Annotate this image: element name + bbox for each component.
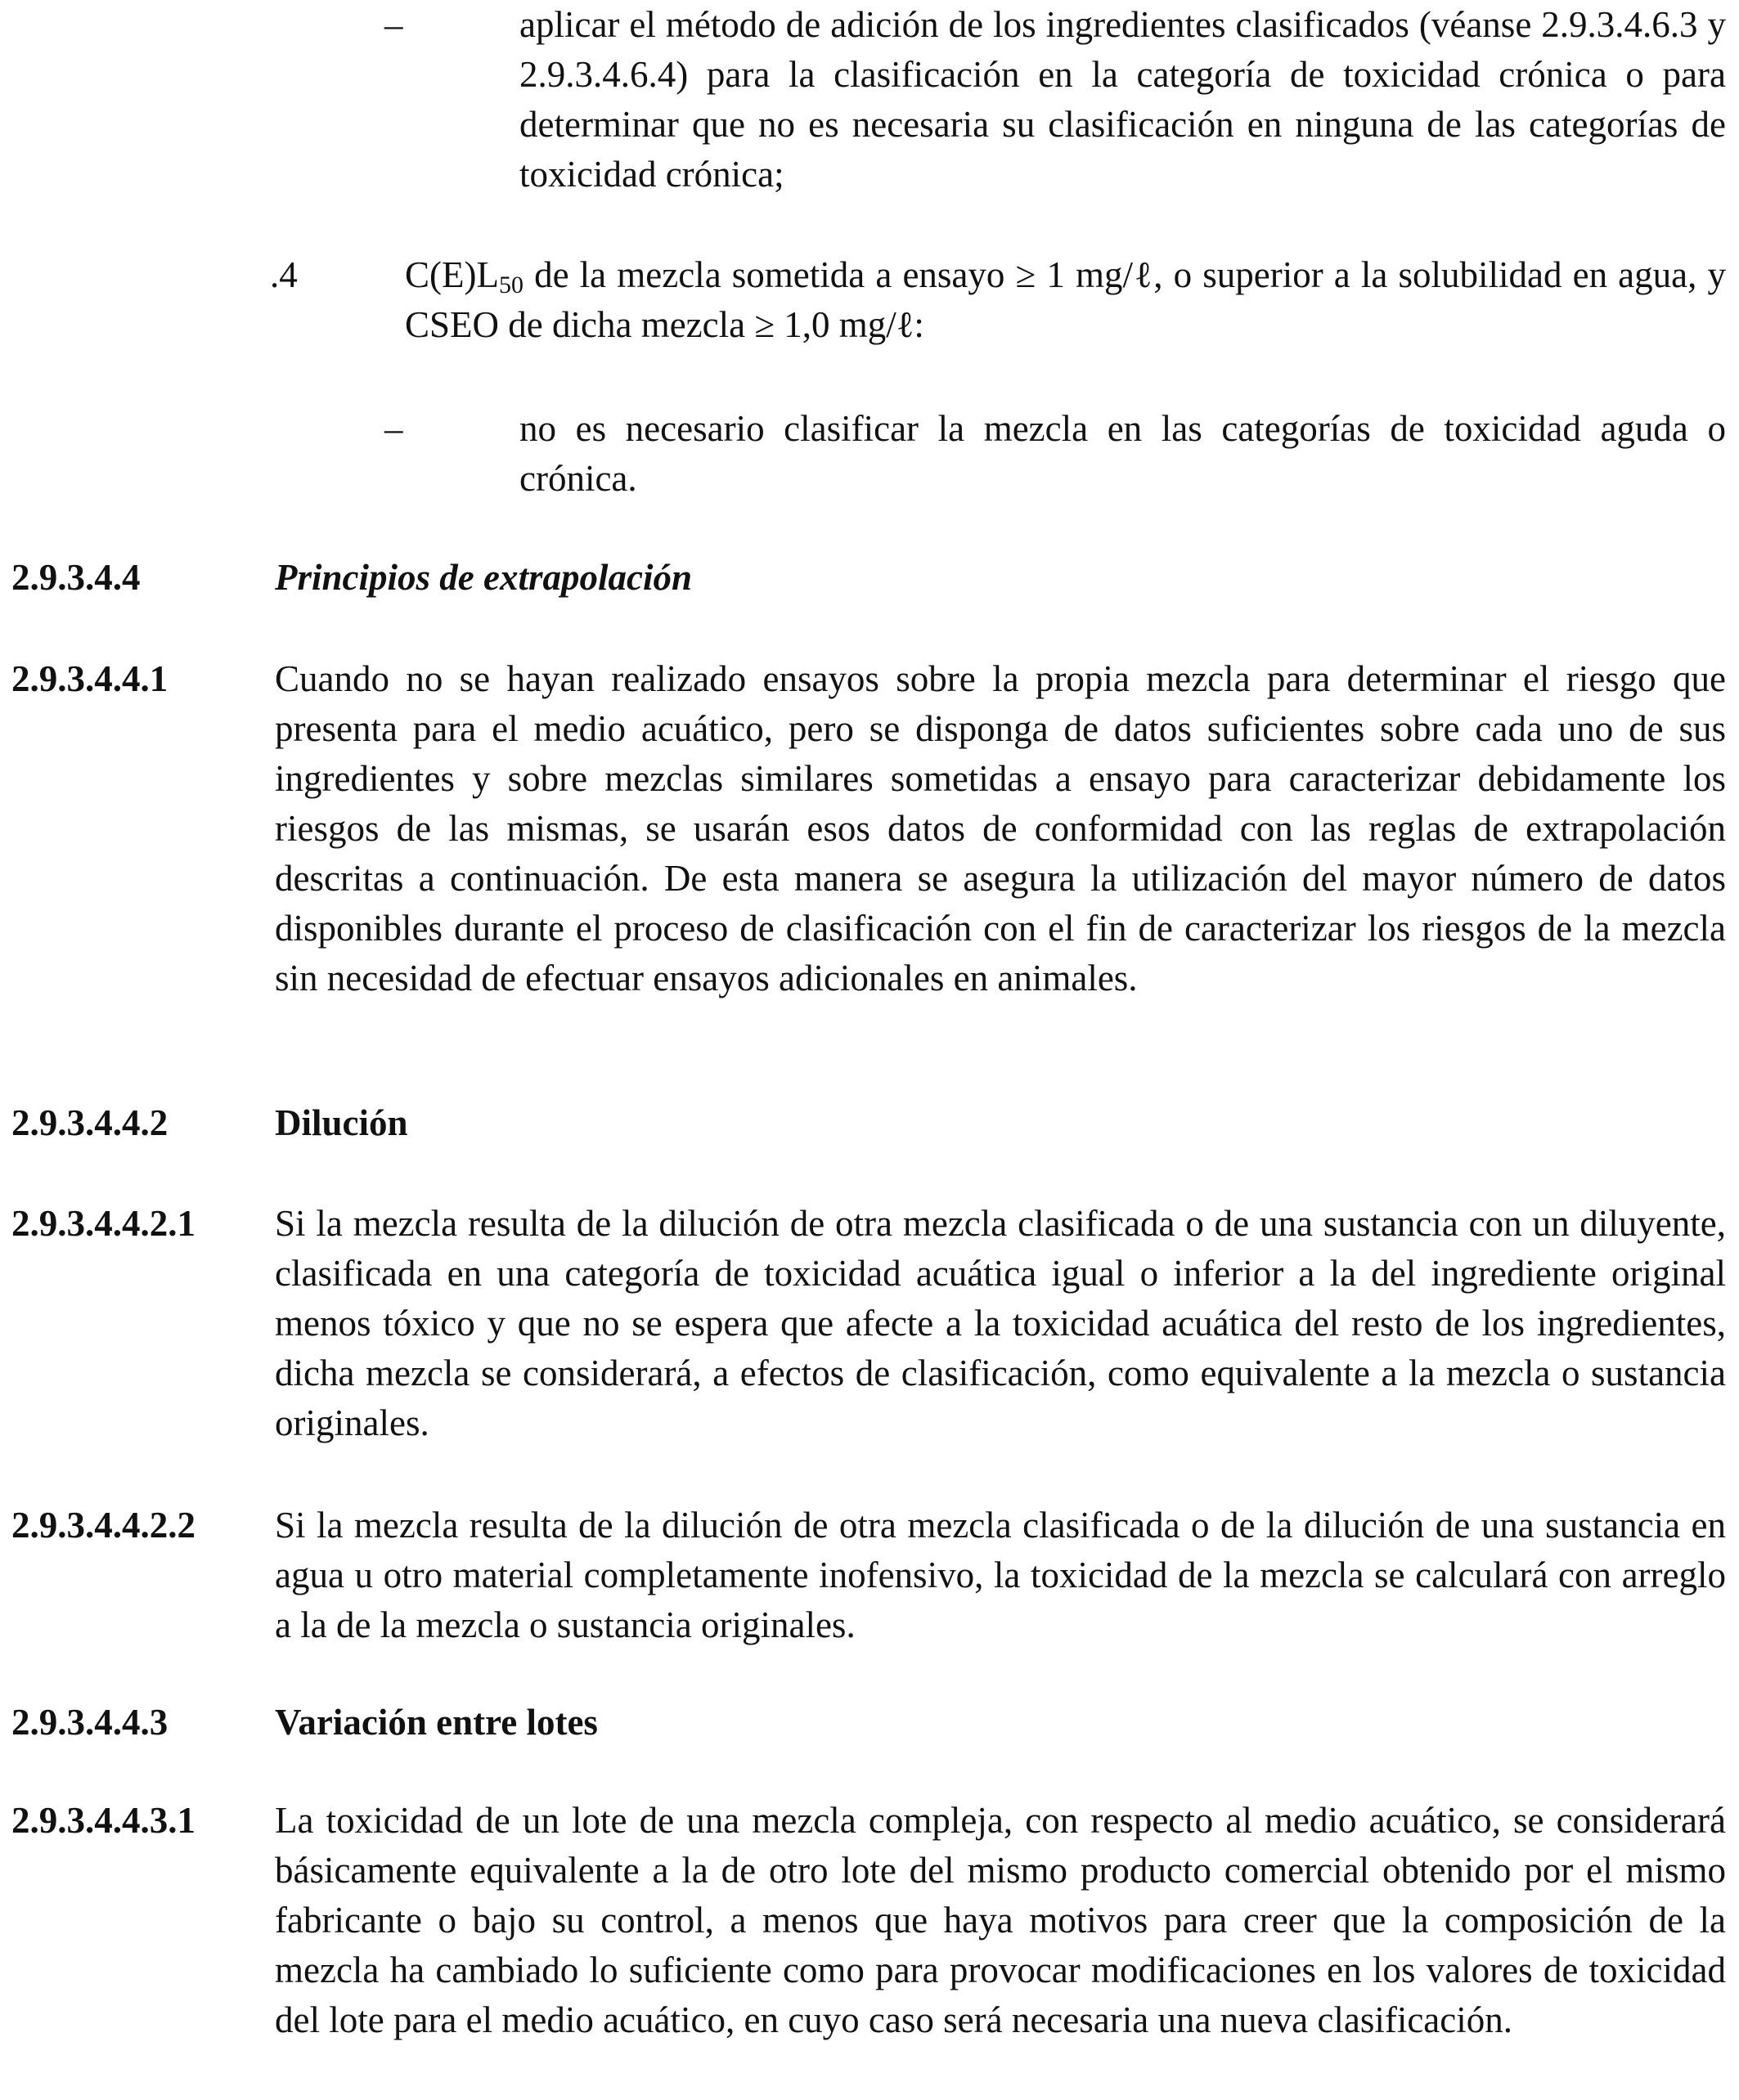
- cel-label: C(E)L: [405, 254, 499, 295]
- section-number: 2.9.3.4.4.3: [11, 1702, 169, 1743]
- section-number: 2.9.3.4.4.2.2: [11, 1505, 195, 1546]
- section-number: 2.9.3.4.4.3.1: [11, 1800, 195, 1841]
- section-paragraph-4-3-1: [0, 1796, 1739, 2045]
- cel-subscript: 50: [498, 271, 523, 298]
- section-number: 2.9.3.4.4.1: [11, 658, 169, 699]
- dash-marker: –: [384, 408, 403, 449]
- section-number: 2.9.3.4.4.2.1: [11, 1203, 195, 1244]
- dash-item-no-classification: [384, 404, 1726, 504]
- section-paragraph-4-1: [0, 654, 1739, 1003]
- section-number: 2.9.3.4.4.2: [11, 1102, 169, 1143]
- list-item-text-rest: de la mezcla sometida a ensayo ≥ 1 mg/ℓ, o superior a la solubilidad en agua, y CSEO de dicha mezcla ≥ 1,0 mg/ℓ:: [405, 254, 1726, 345]
- dash-marker: –: [384, 4, 403, 45]
- list-item-4: [270, 250, 1726, 350]
- section-number: 2.9.3.4.4: [11, 557, 141, 598]
- section-heading: Principios de extrapolación: [275, 557, 692, 598]
- section-heading: Dilución: [275, 1102, 408, 1143]
- section-text: Si la mezcla resulta de la dilución de otra mezcla clasificada o de una sustancia con un diluyente, clasificada en una categoría de toxicidad acuática igual o inferior a la del ingrediente original menos tóxico y que no se espera que afecte a la toxicidad acuática del resto de los ingredientes, dicha mezcla se considerará, a efectos de clasificación, como equivalente a la mezcla o sustancia originales.: [275, 1203, 1726, 1443]
- dash-item-text: no es necesario clasificar la mezcla en las categorías de toxicidad aguda o crónica.: [519, 408, 1726, 499]
- section-heading: Variación entre lotes: [275, 1702, 598, 1743]
- section-paragraph-4-2-2: [0, 1501, 1739, 1650]
- dash-item-addition-method: [384, 0, 1726, 200]
- section-text: La toxicidad de un lote de una mezcla compleja, con respecto al medio acuático, se considerará básicamente equivalente a la de otro lote del mismo producto comercial obtenido por el mismo fabricante o bajo su control, a menos que haya motivos para creer que la composición de la mezcla ha cambiado lo suficiente como para provocar modificaciones en los valores de toxicidad del lote para el medio acuático, en cuyo caso será necesaria una nueva clasificación.: [275, 1800, 1726, 2040]
- list-item-text: [405, 250, 1726, 350]
- section-text: Si la mezcla resulta de la dilución de otra mezcla clasificada o de la dilución de una sustancia en agua u otro material completamente inofensivo, la toxicidad de la mezcla se calculará con arreglo a la de la mezcla o sustancia originales.: [275, 1505, 1726, 1645]
- dash-item-text: aplicar el método de adición de los ingredientes clasificados (véanse 2.9.3.4.6.3 y 2.9.3.4.6.4) para la clasificación en la categoría de toxicidad crónica o para determinar que no es necesaria su clasificación en ninguna de las categorías de toxicidad crónica;: [519, 4, 1726, 195]
- section-text: Cuando no se hayan realizado ensayos sobre la propia mezcla para determinar el riesgo que presenta para el medio acuático, pero se disponga de datos suficientes sobre cada uno de sus ingredientes y sobre mezclas similares sometidas a ensayo para caracterizar debidamente los riesgos de las mismas, se usarán esos datos de conformidad con las reglas de extrapolación descritas a continuación. De esta manera se asegura la utilización del mayor número de datos disponibles durante el proceso de clasificación con el fin de caracterizar los riesgos de la mezcla sin necesidad de efectuar ensayos adicionales en animales.: [275, 658, 1726, 998]
- section-paragraph-4-2-1: [0, 1199, 1739, 1448]
- list-item-marker: .4: [270, 254, 298, 295]
